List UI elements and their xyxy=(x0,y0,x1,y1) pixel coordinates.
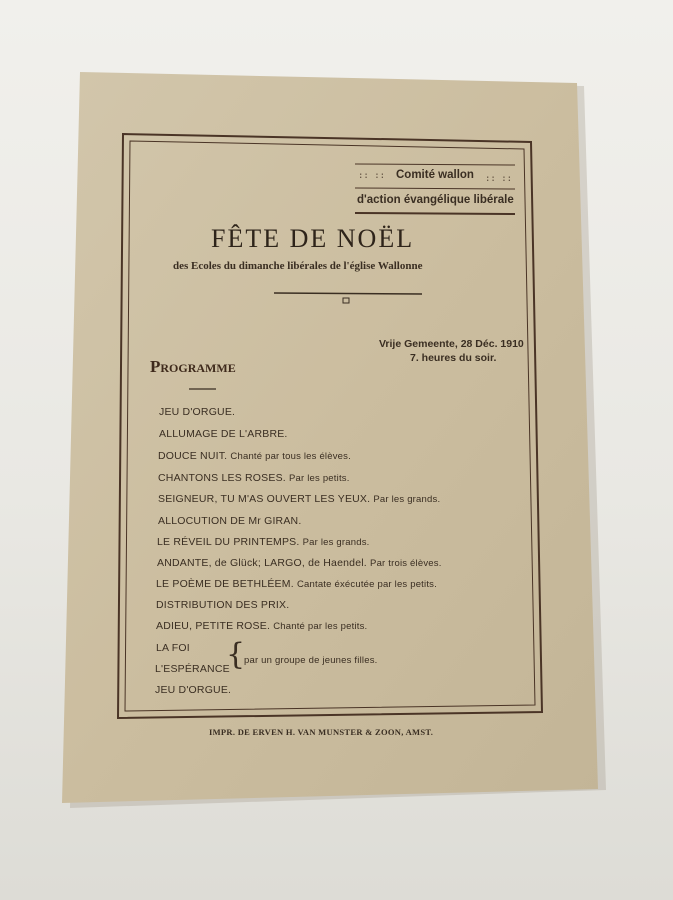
item-detail: Par les grands. xyxy=(373,494,441,505)
page-title: FÊTE DE NOËL xyxy=(211,224,415,253)
item-name: ALLOCUTION DE Mr GIRAN. xyxy=(158,515,302,527)
venue-time: 7. heures du soir. xyxy=(410,352,497,364)
header-box-bottom-rule xyxy=(355,213,515,214)
ornament-right: :: :: xyxy=(485,174,513,184)
venue-date: Vrije Gemeente, 28 Déc. 1910 xyxy=(379,338,524,350)
item-name: ANDANTE, de Glück; LARGO, de Haendel. xyxy=(157,557,367,569)
programme-item xyxy=(158,472,350,484)
programme-item xyxy=(156,599,289,611)
group-detail: par un groupe de jeunes filles. xyxy=(244,655,378,666)
paper-sheet xyxy=(62,72,598,803)
item-name: DOUCE NUIT. xyxy=(158,450,228,462)
programme-item xyxy=(159,406,235,418)
group-brace: { xyxy=(226,637,246,672)
programme-heading: Programme xyxy=(150,357,236,376)
programme-item xyxy=(157,536,370,548)
item-name: CHANTONS LES ROSES. xyxy=(158,472,286,484)
item-detail: Par trois élèves. xyxy=(370,558,442,569)
item-name: ALLUMAGE DE L'ARBRE. xyxy=(159,428,288,440)
programme-item xyxy=(158,515,301,527)
item-detail: Cantate éxécutée par les petits. xyxy=(296,579,437,590)
programme-item xyxy=(156,578,437,590)
item-name: LE POÈME DE BETHLÉEM. xyxy=(156,578,294,590)
item-detail: Chanté par tous les élèves. xyxy=(230,451,351,462)
programme-item xyxy=(158,493,440,505)
committee-subtitle: d'action évangélique libérale xyxy=(357,194,514,206)
committee-name: Comité wallon xyxy=(396,169,474,181)
programme-item-final: JEU D'ORGUE. xyxy=(155,684,232,696)
programme-item xyxy=(158,450,351,462)
programme-item-esperance: L'ESPÉRANCE xyxy=(155,663,230,675)
item-name: SEIGNEUR, TU M'AS OUVERT LES YEUX. xyxy=(158,493,371,505)
item-name: ADIEU, PETITE ROSE. xyxy=(156,620,271,632)
programme-item xyxy=(156,620,367,632)
title-rule xyxy=(274,293,422,294)
programme-item xyxy=(159,428,288,440)
item-detail: Par les petits. xyxy=(289,473,350,484)
printer-imprint: IMPR. DE ERVEN H. VAN MUNSTER & ZOON, AMST. xyxy=(209,727,434,737)
programme-item-foi: LA FOI xyxy=(156,642,190,654)
page-subtitle: des Ecoles du dimanche libérales de l'église Wallonne xyxy=(173,260,423,272)
item-name: LE RÉVEIL DU PRINTEMPS. xyxy=(157,536,300,548)
item-detail: Chanté par les petits. xyxy=(273,621,368,632)
item-name: DISTRIBUTION DES PRIX. xyxy=(156,599,290,611)
ornament-left: :: :: xyxy=(358,171,386,181)
item-name: JEU D'ORGUE. xyxy=(159,406,236,418)
programme-item xyxy=(157,557,442,569)
item-detail: Par les grands. xyxy=(302,537,370,548)
